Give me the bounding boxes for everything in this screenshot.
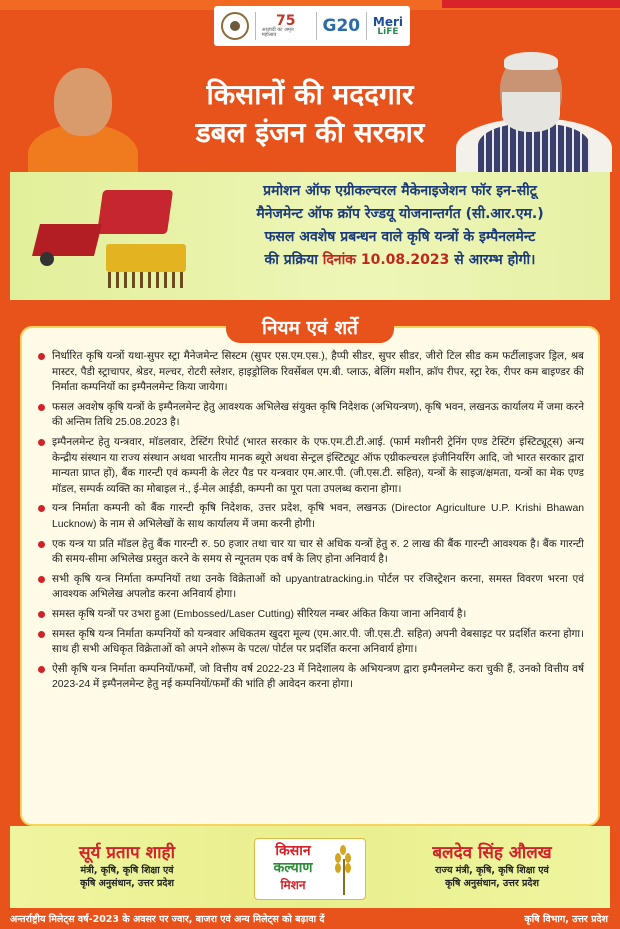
- kisan-word: किसान: [275, 843, 311, 859]
- header-banner: [0, 46, 620, 172]
- face-shape: [54, 68, 112, 136]
- intro-line-4-pre: की प्रक्रिया: [264, 252, 318, 268]
- bottom-bar: [0, 908, 620, 929]
- meri-life-logo: [373, 16, 403, 37]
- left-portrait: [24, 60, 142, 172]
- rule-text: फसल अवशेष कृषि यन्त्रों के इम्पैनलमेन्ट हेतु आवश्यक अभिलेख संयुक्त कृषि निदेशक (अभियन्त्रण), कृषि भवन, लखनऊ कार्यालय में जमा करने की अन्तिम तिथि 25.08.2023 है।: [52, 401, 584, 429]
- rule-text: निर्धारित कृषि यन्त्रों यथा-सुपर स्ट्रा मैनेजमेन्ट सिस्टम (सुपर एस.एम.एस.), हैप्पी सीडर, सुपर सीडर, जीरो टिल सीड कम फर्टीलाइजर ड्रिल, श्रब मास्टर, पैडी स्ट्राचापर, श्रेडर, मल्चर, रोटरी स्लेशर, हाइड्रोलिक रिवर्सेबल एम.बी. प्लाऊ, बेलिंग मशीन, क्रॉप रीपर, स्ट्रा रेक, रीपर कम बाइण्डर की निर्माता कम्पनियों का इम्पैनलमेन्ट किया जायेगा।: [52, 351, 584, 394]
- rule-text: यन्त्र निर्माता कम्पनी को बैंक गारन्टी कृषि निदेशक, उत्तर प्रदेश, कृषि भवन, लखनऊ (Director Agriculture U.P. Krishi Bhawan Lucknow) के नाम से अभिलेखों के साथ कार्यालय में जमा करनी होगी।: [52, 503, 584, 530]
- bullet-icon: [38, 666, 45, 673]
- minister-right-title-2: कृषि अनुसंधान, उत्तर प्रदेश: [445, 878, 539, 889]
- rules-title-badge: [226, 311, 394, 343]
- emblem-icon: [221, 12, 249, 40]
- meri-text: Meri: [372, 14, 404, 29]
- intro-line-4: [198, 249, 602, 272]
- right-portrait: [448, 48, 614, 172]
- intro-line-2: मैनेजमेन्ट ऑफ क्रॉप रेज्डयू योजनान्तर्गत (सी.आर.एम.): [256, 206, 544, 222]
- minister-right-title-1: राज्य मंत्री, कृषि, कृषि शिक्षा एवं: [435, 865, 549, 876]
- g20-logo: [322, 15, 361, 36]
- bullet-icon: [38, 611, 45, 618]
- red-seeder-machine: [97, 190, 173, 234]
- bullet-icon: [38, 541, 45, 548]
- wheel-icon: [40, 252, 54, 266]
- rule-text: इम्पैनलमेन्ट हेतु यन्त्रवार, मॉडलवार, टेस्टिंग रिपोर्ट (भारत सरकार के एफ.एम.टी.टी.आई. (फार्म मशीनरी ट्रेनिंग एण्ड टेस्टिंग इंस्टिट्यूट्स) अन्य केन्द्रीय संस्थान या राज्य संस्थान अथवा भारतीय मानक ब्यूरो अथवा सेन्ट्रल इंस्टिट्यूट ऑफ एग्रीकल्चरल इंजीनियरिंग आदि, जो भारत सरकार द्वारा मान्यता प्राप्त हों), बैंक गारन्टी एवं कम्पनी के लेटर पैड पर यन्त्रवार एम.आर.पी. (जी.एस.टी. सहित), यन्त्रों के साइज/क्षमता, यन्त्रों का मेक एण्ड मॉडल, सम्पर्क व्यक्ति का मोबाइल नं., ई-मेल आईडी, कम्पनी का पूरा पता उपलब्ध कराना होगा।: [52, 436, 584, 495]
- rule-item: [38, 662, 584, 693]
- g20-text: G20: [322, 15, 361, 36]
- rule-text: समस्त कृषि यन्त्रों पर उभरा हुआ (Embossed/Laser Cutting) सीरियल नम्बर अंकित किया जाना अनिवार्य है।: [52, 608, 467, 620]
- minister-right: [404, 842, 580, 890]
- kisan-kalyan-mission-logo: [254, 838, 366, 900]
- rule-item: [38, 501, 584, 532]
- wheat-grain: [335, 863, 341, 873]
- amrit-mahotsav-logo: [262, 11, 310, 41]
- rule-text: एक यन्त्र या प्रति मॉडल हेतु बैंक गारन्टी रु. 50 हजार तथा चार या चार से अधिक यन्त्रों हेतु रु. 2 लाख की बैंक गारन्टी आवश्यक है। बैंक गारन्टी की समय-सीमा अभिलेख प्रस्तुत करने के समय से न्यूनतम एक वर्ष के लिए होना अनिवार्य है।: [52, 538, 584, 566]
- divider: [316, 12, 317, 40]
- intro-text: [198, 180, 602, 272]
- intro-line-1: प्रमोशन ऑफ एग्रीकल्चरल मैकेनाइजेशन फॉर इन-सीटू: [263, 183, 537, 199]
- rule-text: समस्त कृषि यन्त्र निर्माता कम्पनियों को यन्त्रवार अधिकतम खुदरा मूल्य (एम.आर.पी. जी.एस.टी. सहित) अपनी वेबसाइट पर प्रदर्शित करना होगा। साथ ही सभी अधिकृत विक्रेताओं को अपने शोरूम के पटल/ पोर्टल पर प्रदर्शित करना अनिवार्य होगा।: [52, 628, 584, 656]
- bullet-icon: [38, 353, 45, 360]
- top-red-tag: [442, 0, 620, 8]
- up-emblem-logo: [221, 12, 249, 40]
- intro-line-3: फसल अवशेष प्रबन्धन वाले कृषि यन्त्रों के इम्पैनलमेन्ट: [264, 229, 536, 245]
- rule-item: [38, 572, 584, 603]
- department-name: कृषि विभाग, उत्तर प्रदेश: [524, 914, 608, 925]
- red-mulcher-machine: [32, 224, 102, 256]
- rule-item: [38, 435, 584, 497]
- logo-bar: [214, 6, 410, 46]
- amrit-logo-text: आज़ादी का अमृत महोत्सव: [261, 27, 294, 38]
- minister-left-name: सूर्य प्रताप शाही: [78, 843, 175, 863]
- minister-left-title-1: मंत्री, कृषि, कृषि शिक्षा एवं: [80, 865, 174, 876]
- minister-left: [42, 842, 212, 890]
- drill-tines: [108, 272, 184, 288]
- mission-word: मिशन: [280, 878, 306, 892]
- hair-shape: [504, 52, 558, 70]
- bullet-icon: [38, 404, 45, 411]
- rule-item: [38, 627, 584, 658]
- rules-list: [38, 349, 584, 697]
- minister-right-name: बलदेव सिंह औलख: [432, 843, 552, 863]
- yellow-drill-machine: [106, 244, 186, 272]
- rules-title: नियम एवं शर्ते: [262, 317, 358, 339]
- divider: [255, 12, 256, 40]
- millets-message: अन्तर्राष्ट्रीय मिलेट्स वर्ष-2023 के अवसर पर ज्वार, बाजरा एवं अन्य मिलेट्स को बढ़ावा दें: [10, 914, 325, 925]
- rule-text: ऐसी कृषि यन्त्र निर्माता कम्पनियों/फर्मों, जो वित्तीय वर्ष 2022-23 में निदेशालय के अभियन्त्रण द्वारा इम्पैनलमेन्ट करा चुकी हैं, उनको वित्तीय वर्ष 2023-24 में इम्पैनलमेन्ट हेतु नई कम्पनियों/फर्मों की भांति ही आवेदन करना होगा।: [52, 663, 584, 691]
- headline-line-1: किसानों की मददगार: [206, 78, 414, 111]
- divider: [366, 12, 367, 40]
- wheat-grain: [345, 853, 351, 863]
- wheat-grain: [335, 853, 341, 863]
- bullet-icon: [38, 576, 45, 583]
- wheat-grain: [345, 863, 351, 873]
- minister-left-title-2: कृषि अनुसंधान, उत्तर प्रदेश: [80, 878, 174, 889]
- headline: [150, 76, 470, 152]
- rule-item: [38, 607, 584, 623]
- rule-text: सभी कृषि यन्त्र निर्माता कम्पनियों तथा उनके विक्रेताओं को upyantratracking.in पोर्टल पर रजिस्ट्रेशन करना, समस्त विवरण भरना एवं आवश्यक अभिलेख अपलोड करना अनिवार्य होगा।: [52, 573, 584, 601]
- bullet-icon: [38, 439, 45, 446]
- beard-shape: [502, 92, 560, 132]
- kalyan-word: कल्याण: [273, 860, 313, 876]
- kisan-logo-text: [263, 843, 323, 894]
- intro-line-4-post: से आरम्भ होगी।: [454, 252, 536, 268]
- life-text: LiFE: [377, 26, 399, 37]
- headline-line-2: डबल इंजन की सरकार: [195, 116, 425, 149]
- wheat-icon: [327, 845, 361, 895]
- intro-date: दिनांक 10.08.2023: [322, 252, 450, 268]
- amrit-75-mark: 75: [275, 13, 296, 29]
- rule-item: [38, 537, 584, 568]
- farm-machinery-illustration: [30, 190, 190, 300]
- rule-item: [38, 400, 584, 431]
- rule-item: [38, 349, 584, 396]
- bullet-icon: [38, 505, 45, 512]
- bullet-icon: [38, 631, 45, 638]
